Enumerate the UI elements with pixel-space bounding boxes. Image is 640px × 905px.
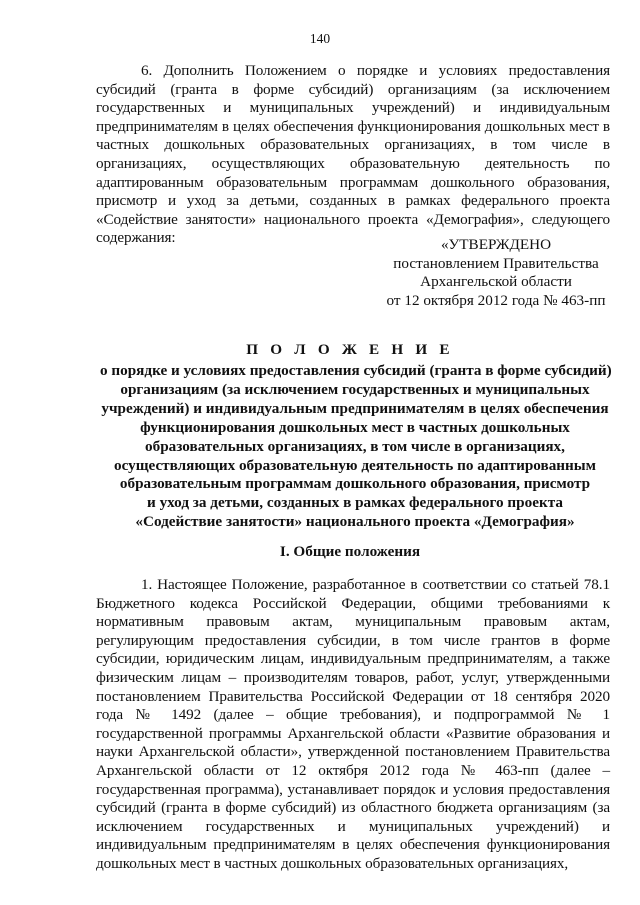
subtitle-line: образовательным программам дошкольного образования, присмотр [119,475,591,493]
subtitle-line: организациям (за исключением государственных и муниципальных [120,380,590,398]
subtitle-line: образовательных организациях, в том числе в организациях, [145,437,565,455]
approval-line: постановлением Правительства [393,254,599,272]
document-title: П О Л О Ж Е Н И Е [246,341,454,358]
approval-line: от 12 октября 2012 года № 463-пп [386,291,606,309]
approval-stamp [376,236,616,310]
subtitle-line: и уход за детьми, созданных в рамках федерального проекта [147,494,563,512]
page-number: 140 [309,31,331,46]
approval-line: Архангельской области [420,273,572,291]
subtitle-line: учреждений) и индивидуальным предпринимателям в целях обеспечения [101,399,609,417]
subtitle-line: функционирования дошкольных мест в частных дошкольных [140,418,570,436]
subtitle-line: осуществляющих образовательную деятельность по адаптированным [113,456,597,474]
section-heading: I. Общие положения [279,543,421,560]
approval-line: «УТВЕРЖДЕНО [440,236,552,253]
document-subtitle [100,362,610,532]
subtitle-line: «Содействие занятости» национального проекта «Демография» [135,513,575,531]
intro-paragraph: 6. Дополнить Положением о порядке и условиях предоставления субсидий (гранта в форме субсидий) организациям (за исключением государственных и муниципальных учреждений) и индивидуальным предпринимателям в целях обеспечения функционирования дошкольных мест в частных дошкольных образовательных организациях, в том числе в организациях, осуществляющих образовательную деятельность по адаптированным образовательным программам дошкольного образования, присмотр и уход за детьми, созданных в рамках федерального проекта «Содействие занятости» национального проекта «Демография», следующего содержания: [96,62,610,247]
subtitle-line: о порядке и условиях предоставления субсидий (гранта в форме субсидий) [100,362,612,379]
paragraph-point-1: 1. Настоящее Положение, разработанное в соответствии со статьей 78.1 Бюджетного кодекса Российской Федерации, общими требованиями к нормативным правовым актам, муниципальным правовым актам, регулирующим предоставления субсидии, в том числе грантов в форме субсидии, юридическим лицам, индивидуальным предпринимателям, а также физическим лицам – производителям товаров, работ, услуг, утвержденными постановлением Правительства Российской Федерации от 18 сентября 2020 года № 1492 (далее – общие требования), и подпрограммой № 1 государственной программы Архангельской области «Развитие образования и науки Архангельской области», утвержденной постановлением Правительства Архангельской области от 12 октября 2012 года № 463-пп (далее – государственная программа), устанавливает порядок и условия предоставления субсидий (гранта в форме субсидий) из областного бюджета организациям (за исключением государственных и муниципальных учреждений) и индивидуальным предпринимателям в целях обеспечения функционирования дошкольных мест в частных дошкольных образовательных организациях, [96,576,610,872]
